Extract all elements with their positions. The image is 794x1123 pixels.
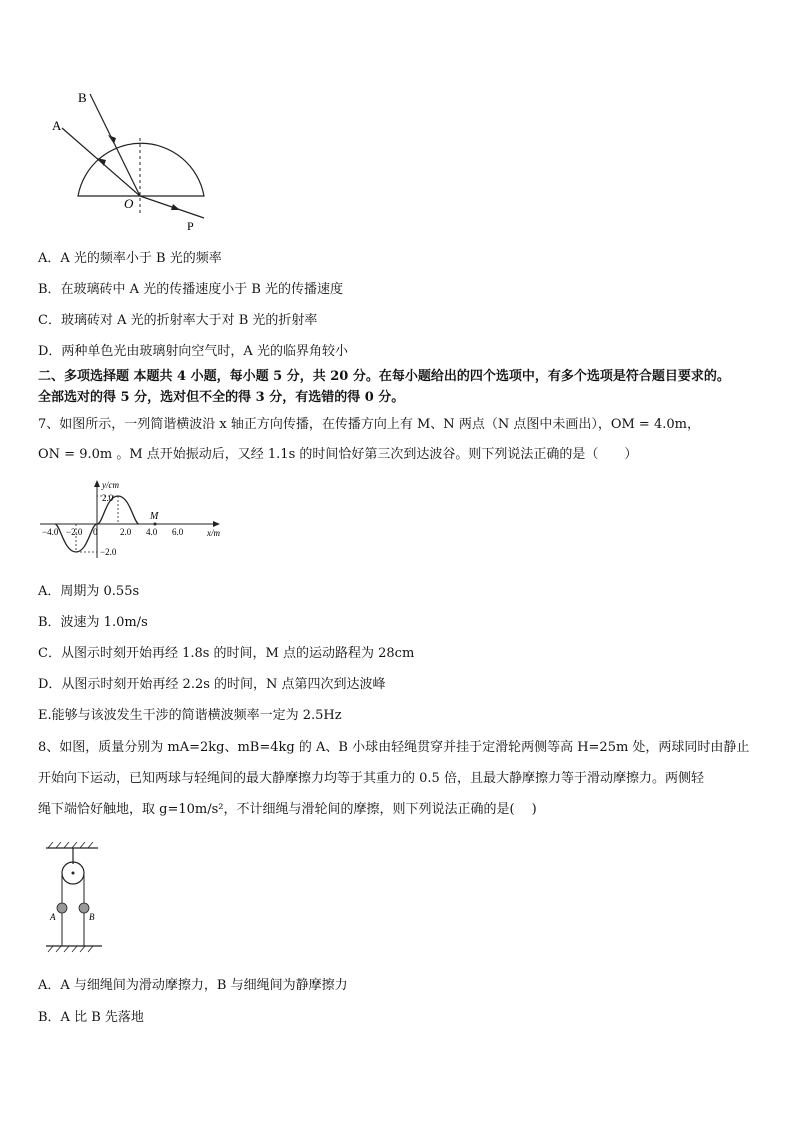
q8-option-b: B．A 比 B 先落地 <box>38 1010 144 1025</box>
y-tick-top: 2.0 <box>102 493 114 503</box>
q8-stem-2: 开始向下运动，已知两球与轻绳间的最大静摩擦力均等于其重力的 0.5 倍，且最大静摩擦力等于滑动摩擦力。两侧轻 <box>38 771 704 786</box>
label-ball-B: B <box>89 912 95 922</box>
q8-option-a: A．A 与细绳间为滑动摩擦力，B 与细绳间为静摩擦力 <box>38 978 348 993</box>
pulley-axle <box>72 872 75 875</box>
x-tick-neg2: −2.0 <box>66 527 83 537</box>
y-label: y/cm <box>102 480 119 490</box>
x-axis-arrow <box>213 521 220 527</box>
y-tick-bottom: −2.0 <box>100 547 117 557</box>
label-O: O <box>124 196 134 211</box>
q7-option-d: D．从图示时刻开始再经 2.2s 的时间，N 点第四次到达波峰 <box>38 677 386 692</box>
q6-option-b: B．在玻璃砖中 A 光的传播速度小于 B 光的传播速度 <box>38 282 344 297</box>
wave-graph <box>36 478 232 562</box>
ground-hatch <box>48 946 93 952</box>
label-P: P <box>187 219 194 233</box>
ball-A <box>57 903 67 913</box>
q8-stem-3: 绳下端恰好触地，取 g=10m/s²，不计细绳与滑轮间的摩擦，则下列说法正确的是( ) <box>38 802 537 817</box>
ceiling-hatch <box>48 842 93 848</box>
point-M <box>154 523 157 526</box>
pulley-figure <box>40 838 110 958</box>
section2-instructions-1: 二、多项选择题 本题共 4 小题，每小题 5 分，共 20 分。在每小题给出的四个选项中，有多个选项是符合题目要求的。 <box>38 369 730 384</box>
x-tick-neg4: −4.0 <box>42 527 59 537</box>
section2-instructions-2: 全部选对的得 5 分，选对但不全的得 3 分，有选错的得 0 分。 <box>38 390 405 405</box>
q7-option-c: C．从图示时刻开始再经 1.8s 的时间，M 点的运动路程为 28cm <box>38 646 415 661</box>
y-axis-arrow <box>94 480 100 487</box>
q6-option-c: C．玻璃砖对 A 光的折射率大于对 B 光的折射率 <box>38 313 318 328</box>
q7-option-e: E.能够与该波发生干涉的简谐横波频率一定为 2.5Hz <box>38 708 342 723</box>
x-tick-2: 2.0 <box>120 527 132 537</box>
arrow-P <box>171 204 180 210</box>
label-A: A <box>52 118 62 133</box>
ray-B <box>90 94 140 196</box>
q7-stem-1: 7、如图所示，一列简谐横波沿 x 轴正方向传播，在传播方向上有 M、N 两点（N 点图中未画出），OM = 4.0m， <box>38 417 700 432</box>
q7-option-b: B．波速为 1.0m/s <box>38 615 148 630</box>
refraction-figure <box>44 86 214 236</box>
x-tick-6: 6.0 <box>172 527 184 537</box>
x-label: x/m <box>207 528 220 538</box>
point-M-label: M <box>150 511 159 522</box>
ball-B <box>79 903 89 913</box>
q6-option-a: A．A 光的频率小于 B 光的频率 <box>38 251 222 266</box>
x-tick-4: 4.0 <box>146 527 158 537</box>
semicircle-outline <box>78 143 204 196</box>
q7-stem-2: ON = 9.0m 。M 点开始振动后，又经 1.1s 的时间恰好第三次到达波谷。则下列说法正确的是（ ） <box>38 447 638 462</box>
label-B: B <box>78 90 87 105</box>
q6-option-d: D．两种单色光由玻璃射向空气时，A 光的临界角较小 <box>38 344 348 359</box>
arrow-B <box>108 135 116 144</box>
q8-stem-1: 8、如图，质量分别为 mA=2kg、mB=4kg 的 A、B 小球由轻绳贯穿并挂于定滑轮两侧等高 H=25m 处，两球同时由静止 <box>38 740 750 755</box>
q7-option-a: A．周期为 0.55s <box>38 584 140 599</box>
label-ball-A: A <box>50 912 56 922</box>
x-tick-0: 0 <box>93 527 98 537</box>
